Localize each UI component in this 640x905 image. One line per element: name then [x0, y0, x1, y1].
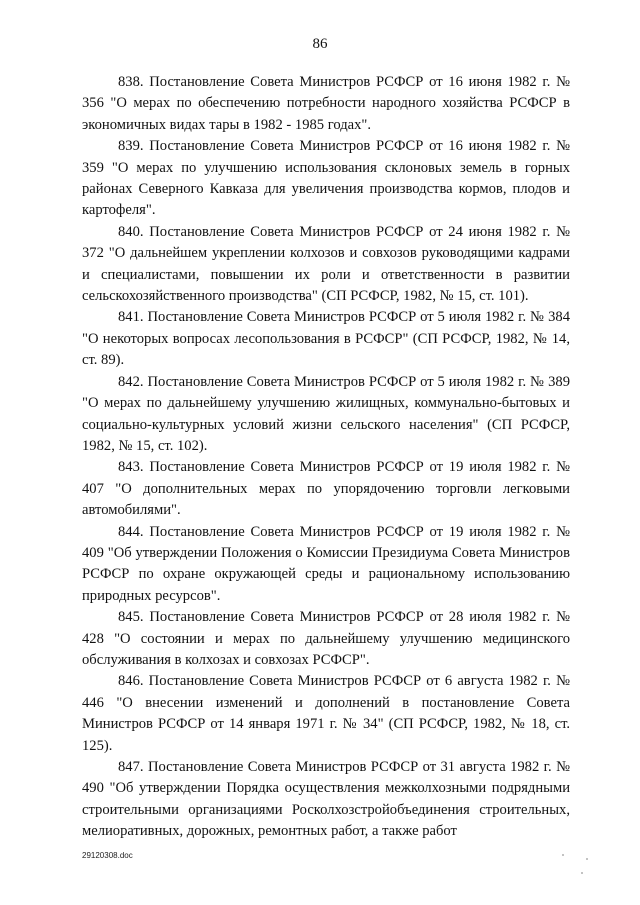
- entry-846: 846. Постановление Совета Министров РСФСР от 6 августа 1982 г. № 446 "О внесении изменений и дополнений в постановление Совета Министров РСФСР от 14 января 1971 г. № 34" (СП РСФСР, 1982, № 18, ст. 125).: [82, 673, 570, 754]
- entry-845: 845. Постановление Совета Министров РСФСР от 28 июля 1982 г. № 428 "О состоянии и мерах по дальнейшему улучшению медицинского обслуживания в колхозах и совхозах РСФСР".: [82, 609, 570, 668]
- scan-speck: [562, 854, 564, 856]
- footer-filename: 29120308.doc: [82, 851, 133, 860]
- scan-speck: [581, 872, 583, 874]
- entry-839: 839. Постановление Совета Министров РСФСР от 16 июня 1982 г. № 359 "О мерах по улучшению использования склоновых земель в горных районах Северного Кавказа для увеличения производства кормов, плодов и картофеля".: [82, 138, 570, 219]
- entry-841: 841. Постановление Совета Министров РСФСР от 5 июля 1982 г. № 384 "О некоторых вопросах лесопользования в РСФСР" (СП РСФСР, 1982, № 14, ст. 89).: [82, 309, 570, 369]
- entry-844: 844. Постановление Совета Министров РСФСР от 19 июля 1982 г. № 409 "Об утверждении Положения о Комиссии Президиума Совета Министров РСФСР по охране окружающей среды и рациональному использованию природных ресурсов".: [82, 523, 570, 604]
- entry-840: 840. Постановление Совета Министров РСФСР от 24 июня 1982 г. № 372 "О дальнейшем укреплении колхозов и совхозов руководящими кадрами и специалистами, повышении их роли и ответственности в развитии сельскохозяйственного производства" (СП РСФСР, 1982, № 15, ст. 101).: [82, 223, 570, 305]
- entry-847: 847. Постановление Совета Министров РСФСР от 31 августа 1982 г. № 490 "Об утверждении Порядка осуществления межколхозными подрядными строительными организациями Росколхозстройобъединения строительных, мелиоративных, дорожных, ремонтных работ, а также работ: [82, 759, 570, 840]
- document-body: [82, 72, 570, 843]
- page-number: 86: [312, 36, 328, 52]
- entry-838: 838. Постановление Совета Министров РСФСР от 16 июня 1982 г. № 356 "О мерах по обеспечению потребности народного хозяйства РСФСР в экономичных видах тары в 1982 - 1985 годах".: [82, 74, 570, 133]
- entry-842: 842. Постановление Совета Министров РСФСР от 5 июля 1982 г. № 389 "О мерах по дальнейшему улучшению жилищных, коммунально-бытовых и социально-культурных условий жизни сельского населения" (СП РСФСР, 1982, № 15, ст. 102).: [82, 373, 570, 454]
- entry-843: 843. Постановление Совета Министров РСФСР от 19 июля 1982 г. № 407 "О дополнительных мерах по упорядочению торговли легковыми автомобилями".: [82, 459, 570, 519]
- scan-speck: [586, 858, 588, 860]
